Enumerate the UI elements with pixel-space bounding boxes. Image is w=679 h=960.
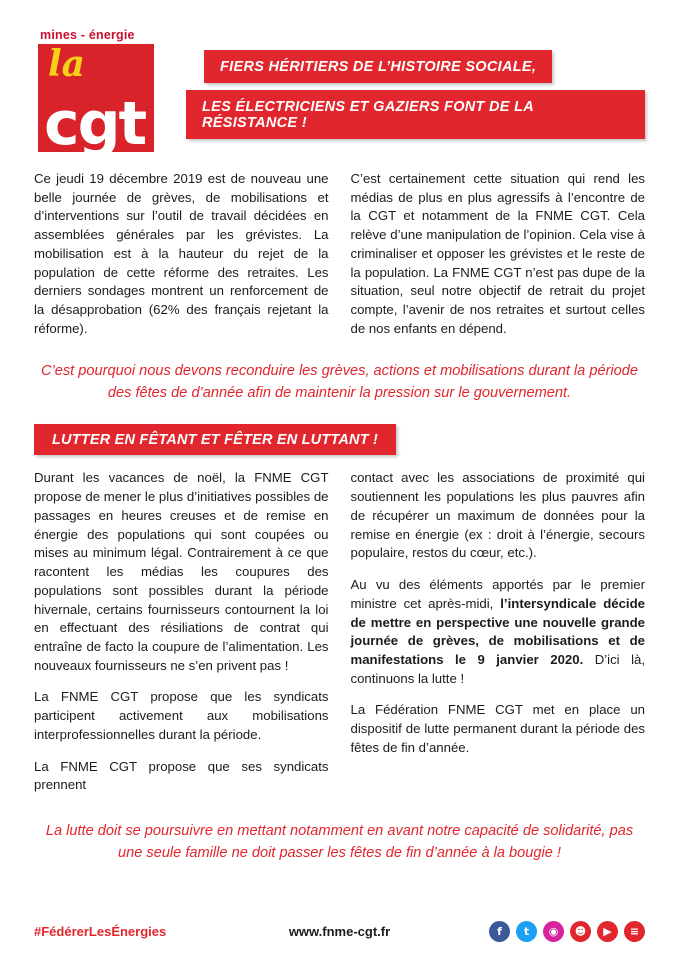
- logo-sector-label: mines - énergie: [40, 28, 135, 42]
- instagram-icon[interactable]: ◉: [543, 921, 564, 942]
- section-banner-lutter: LUTTER EN FÊTANT ET FÊTER EN LUTTANT !: [34, 424, 396, 455]
- page-footer: [0, 902, 679, 960]
- body-right-2-emphasis: l’intersyndicale décide de mettre en perspective une nouvelle grande journée de grèves, de mobilisations et de manifestations le 9 janvier 2020.: [350, 595, 645, 667]
- intro-columns: [34, 170, 645, 339]
- body-column-right: [351, 469, 646, 795]
- intro-column-right: [351, 170, 646, 339]
- logo-cgt-text: cgt: [44, 89, 146, 159]
- body-right-2-lead: Au vu des éléments apportés par le premier ministre cet après-midi,: [350, 577, 645, 611]
- facebook-icon[interactable]: f: [489, 921, 510, 942]
- rss-icon[interactable]: ≡: [624, 921, 645, 942]
- closing-statement: La lutte doit se poursuivre en mettant notamment en avant notre capacité de solidarité, pas une seule famille ne doit passer les fêtes de fin d’année à la bougie !: [45, 823, 634, 862]
- twitter-icon[interactable]: t: [516, 921, 537, 942]
- page-header: [0, 0, 679, 170]
- document-body: [0, 170, 679, 865]
- body-columns: [34, 469, 645, 795]
- logo-la-text: la: [48, 43, 86, 85]
- intro-paragraph-right: C’est certainement cette situation qui rend les médias de plus en plus agressifs à l’encontre de la CGT et notamment de la FNME CGT. Cela relève d’une manipulation de l’opinion. Cela vise à criminaliser et opposer les grévistes et le reste de la population. La FNME CGT n’est pas dupe de la situation, seul notre objectif de retrait du projet compte, l’avenir de nos retraites et surtout celles de nos enfants en dépend.: [350, 171, 645, 336]
- body-paragraph-right-2: [351, 576, 646, 688]
- header-banner-line-1: FIERS HÉRITIERS DE L’HISTOIRE SOCIALE,: [204, 50, 552, 83]
- footer-hashtag: #FédérerLesÉnergies: [34, 923, 167, 939]
- body-right-2-tail: D’ici là, continuons la lutte !: [350, 652, 645, 686]
- body-paragraph-left-3: La FNME CGT propose que ses syndicats prennent: [34, 758, 329, 793]
- header-banners: [174, 28, 645, 139]
- intro-paragraph-left: Ce jeudi 19 décembre 2019 est de nouveau une belle journée de grèves, de mobilisations et d’interventions sur l’outil de travail décidées en assemblées générales par les grévistes. La mobilisation est à la hauteur du rejet de la population de cette réforme des retraites. Les derniers sondages montrent un renforcement de la désapprobation (62% des français rejetant la réforme).: [34, 171, 329, 336]
- highlight-statement-1: C’est pourquoi nous devons reconduire les grèves, actions et mobilisations durant la période des fêtes de d’année afin de maintenir la pression sur le gouvernement.: [40, 362, 639, 401]
- body-paragraph-left-2: La FNME CGT propose que les syndicats participent activement aux mobilisations interprofessionnelles durant la période.: [34, 689, 329, 742]
- body-paragraph-right-1: contact avec les associations de proximité qui soutiennent les populations les plus pauvres afin de récupérer un maximum de données pour la remise en énergie (ex : droit à l’énergie, secours populaire, restos du cœur, etc.).: [350, 470, 645, 561]
- cgt-logo: [34, 28, 174, 159]
- header-banner-line-2: LES ÉLECTRICIENS ET GAZIERS FONT DE LA RÉSISTANCE !: [186, 90, 645, 139]
- body-paragraph-right-3: La Fédération FNME CGT met en place un dispositif de lutte permanent durant la période des fêtes de fin d’année.: [350, 702, 645, 755]
- logo-red-box: [38, 43, 154, 159]
- body-paragraph-left-1: Durant les vacances de noël, la FNME CGT propose de mener le plus d’initiatives possibles de passages en heures creuses et de remise en énergie des populations qui sont coupées ou mises au minimum légal. Contrairement à ce que racontent les médias les coupures des populations sont possibles durant la période hivernale, certains fournisseurs contournent la loi en effectuant des résiliations de contrat qui entraîne de facto la coupure de l’alimentation. Les nouveaux fournisseurs ne s’en privent pas !: [34, 470, 329, 673]
- intro-column-left: [34, 170, 329, 339]
- snapchat-icon[interactable]: ☻: [570, 921, 591, 942]
- footer-social-links: [445, 921, 645, 942]
- youtube-icon[interactable]: ▶: [597, 921, 618, 942]
- body-column-left: [34, 469, 329, 795]
- footer-website-url[interactable]: www.fnme-cgt.fr: [288, 923, 391, 939]
